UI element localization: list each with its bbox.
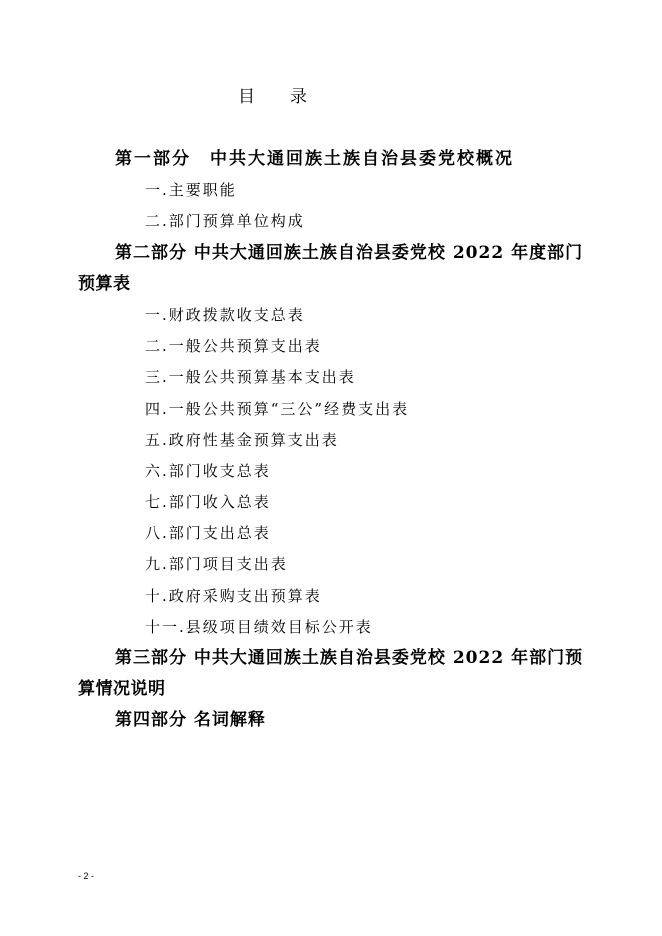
toc-entry: 一.主要职能 bbox=[145, 181, 237, 200]
part3-heading: 第三部分 中共大通回族土族自治县委党校 2022 年部门预 bbox=[115, 648, 584, 668]
part2-heading-continued: 预算表 bbox=[78, 273, 131, 294]
toc-entry: 五.政府性基金预算支出表 bbox=[145, 430, 339, 449]
toc-entry: 七.部门收入总表 bbox=[145, 493, 271, 512]
toc-entry: 二.一般公共预算支出表 bbox=[145, 337, 322, 356]
toc-entry: 六.部门收支总表 bbox=[145, 461, 271, 480]
toc-entry: 四.一般公共预算“三公”经费支出表 bbox=[145, 399, 410, 418]
toc-entry: 八.部门支出总表 bbox=[145, 524, 271, 543]
toc-entry: 一.财政拨款收支总表 bbox=[145, 305, 305, 324]
toc-entry: 十.政府采购支出预算表 bbox=[145, 586, 322, 605]
toc-title: 目 录 bbox=[238, 87, 316, 107]
part2-heading: 第二部分 中共大通回族土族自治县委党校 2022 年度部门 bbox=[115, 242, 584, 263]
toc-entry: 九.部门项目支出表 bbox=[145, 555, 288, 574]
part1-heading: 第一部分 中共大通回族土族自治县委党校概况 bbox=[115, 149, 514, 169]
part4-heading: 第四部分 名词解释 bbox=[115, 710, 266, 731]
toc-entry: 二.部门预算单位构成 bbox=[145, 212, 305, 231]
part3-heading-continued: 算情况说明 bbox=[78, 679, 166, 700]
toc-entry: 十一.县级项目绩效目标公开表 bbox=[145, 617, 373, 636]
toc-entry: 三.一般公共预算基本支出表 bbox=[145, 368, 356, 387]
page-number: - 2 - bbox=[78, 871, 95, 881]
table-of-contents bbox=[0, 144, 662, 737]
